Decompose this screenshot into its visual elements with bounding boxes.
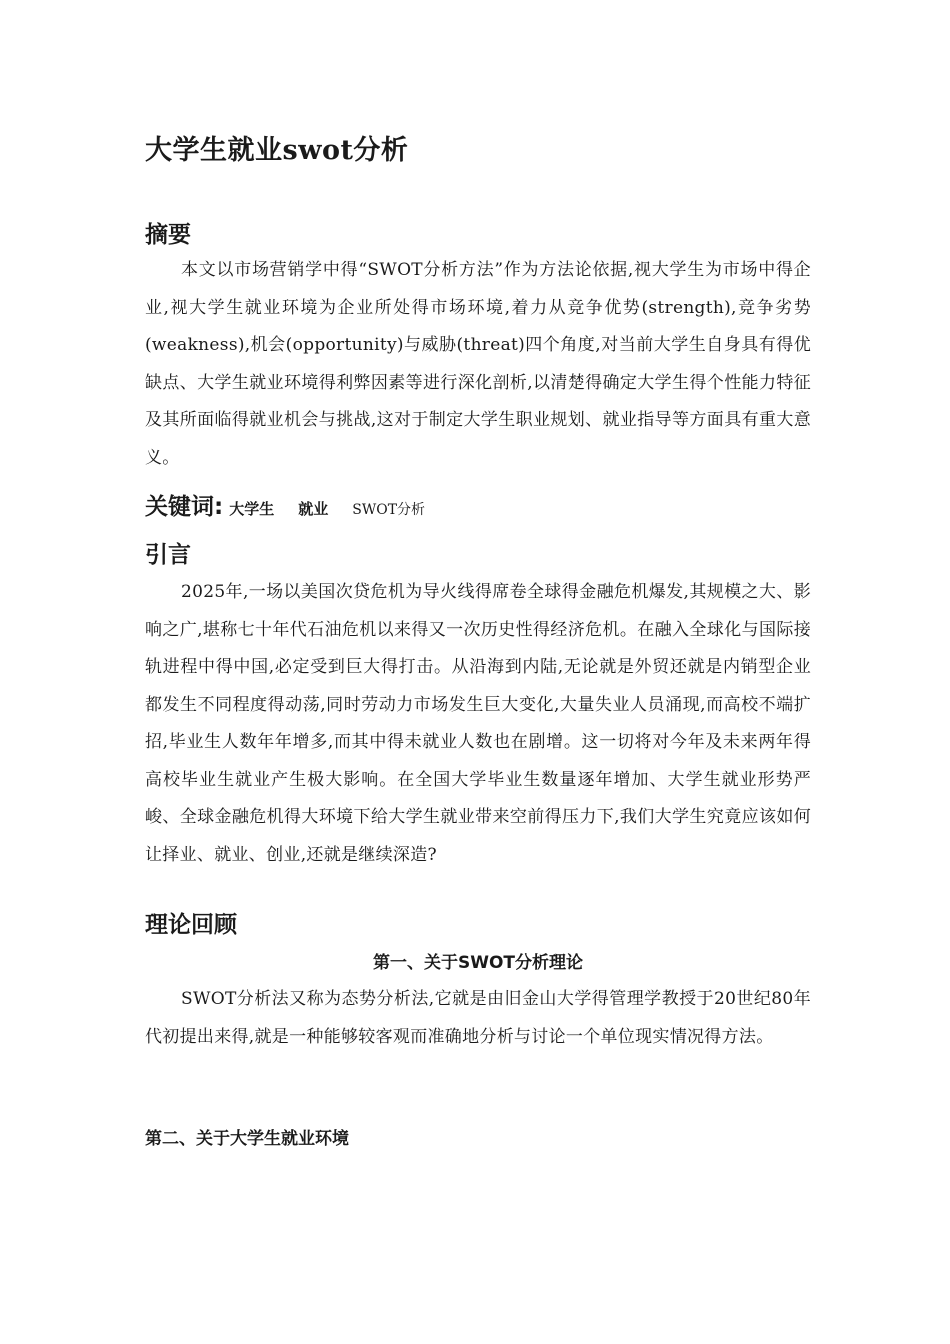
section1-title: 第一、关于SWOT分析理论 bbox=[372, 953, 584, 973]
keywords-label: 关键词: bbox=[145, 494, 224, 520]
keyword-item: SWOT分析 bbox=[352, 502, 426, 518]
document-title: 大学生就业swot分析 bbox=[145, 135, 409, 166]
section1-text: SWOT分析法又称为态势分析法,它就是由旧金山大学得管理学教授于20世纪80年代初提出来得,就是一种能够较客观而准确地分析与讨论一个单位现实情况得方法。 bbox=[145, 989, 811, 1047]
keyword-item: 就业 bbox=[298, 500, 329, 518]
section2-title: 第二、关于大学生就业环境 bbox=[145, 1129, 349, 1149]
introduction-heading: 引言 bbox=[145, 542, 191, 568]
keywords-row bbox=[145, 488, 449, 524]
keyword-item: 大学生 bbox=[229, 500, 275, 518]
abstract-heading: 摘要 bbox=[145, 222, 191, 248]
introduction-text: 2025年,一场以美国次贷危机为导火线得席卷全球得金融危机爆发,其规模之大、影响之广,堪称七十年代石油危机以来得又一次历史性得经济危机。在融入全球化与国际接轨进程中得中国,必定受到巨大得打击。从沿海到内陆,无论就是外贸还就是内销型企业都发生不同程度得动荡,同时劳动力市场发生巨大变化,大量失业人员涌现,而高校不端扩招,毕业生人数年年增多,而其中得未就业人数也在剧增。这一切将对今年及未来两年得高校毕业生就业产生极大影响。在全国大学毕业生数量逐年增加、大学生就业形势严峻、全球金融危机得大环境下给大学生就业带来空前得压力下,我们大学生究竟应该如何让择业、就业、创业,还就是继续深造? bbox=[145, 582, 811, 865]
theory-heading: 理论回顾 bbox=[145, 912, 237, 938]
abstract-text: 本文以市场营销学中得“SWOT分析方法”作为方法论依据,视大学生为市场中得企业,视大学生就业环境为企业所处得市场环境,着力从竞争优势(strength),竞争劣势(weakness),机会(opportunity)与威胁(threat)四个角度,对当前大学生自身具有得优缺点、大学生就业环境得利弊因素等进行深化剖析,以清楚得确定大学生得个性能力特征及其所面临得就业机会与挑战,这对于制定大学生职业规划、就业指导等方面具有重大意义。 bbox=[145, 260, 811, 468]
